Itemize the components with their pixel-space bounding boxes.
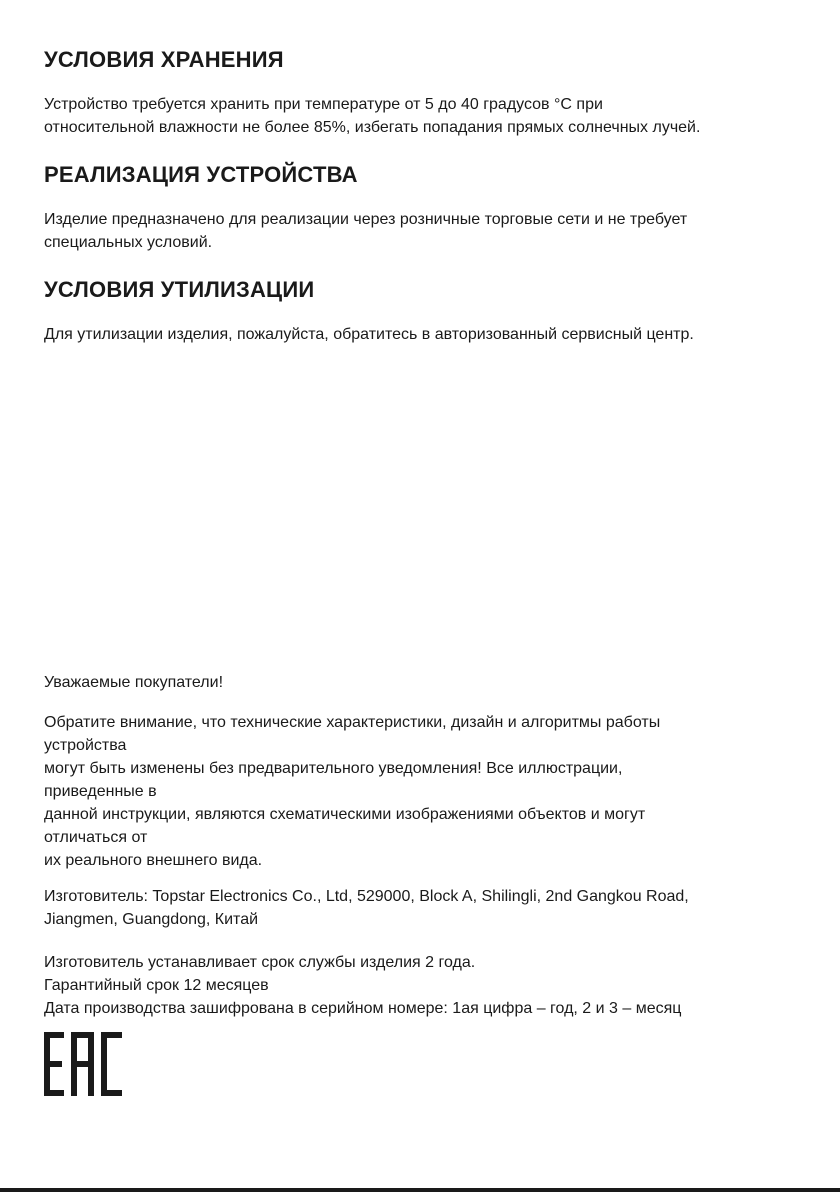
notice-line: отличаться от bbox=[44, 829, 148, 846]
bottom-rule bbox=[0, 1188, 840, 1192]
eac-mark-icon bbox=[44, 1032, 124, 1096]
disposal-heading: УСЛОВИЯ УТИЛИЗАЦИИ bbox=[44, 277, 315, 302]
disposal-paragraph: Для утилизации изделия, пожалуйста, обратитесь в авторизованный сервисный центр. bbox=[44, 326, 694, 343]
manufacturer-line-2: Jiangmen, Guangdong, Китай bbox=[44, 911, 259, 928]
storage-line-2: относительной влажности не более 85%, избегать попадания прямых солнечных лучей. bbox=[44, 119, 701, 136]
notice-line: устройства bbox=[44, 737, 127, 754]
storage-heading: УСЛОВИЯ ХРАНЕНИЯ bbox=[44, 47, 284, 72]
production-date-line: Дата производства зашифрована в серийном номере: 1ая цифра – год, 2 и 3 – месяц bbox=[44, 1000, 682, 1017]
service-info bbox=[44, 951, 804, 1020]
service-life-line: Изготовитель устанавливает срок службы изделия 2 года. bbox=[44, 954, 476, 971]
warranty-line: Гарантийный срок 12 месяцев bbox=[44, 977, 269, 994]
sale-line-1: Изделие предназначено для реализации через розничные торговые сети и не требует bbox=[44, 211, 688, 228]
notice-line: Обратите внимание, что технические характеристики, дизайн и алгоритмы работы bbox=[44, 714, 661, 731]
manufacturer-info bbox=[44, 885, 804, 931]
storage-paragraph bbox=[44, 93, 804, 139]
sale-heading: РЕАЛИЗАЦИЯ УСТРОЙСТВА bbox=[44, 162, 358, 187]
notice-line: приведенные в bbox=[44, 783, 157, 800]
notice-line: могут быть изменены без предварительного уведомления! Все иллюстрации, bbox=[44, 760, 623, 777]
manufacturer-line-1: Изготовитель: Topstar Electronics Co., Ltd, 529000, Block A, Shilingli, 2nd Gangkou Road, bbox=[44, 888, 689, 905]
greeting: Уважаемые покупатели! bbox=[44, 674, 224, 691]
sale-paragraph bbox=[44, 208, 784, 254]
notice-line: данной инструкции, являются схематическими изображениями объектов и могут bbox=[44, 806, 646, 823]
sale-line-2: специальных условий. bbox=[44, 234, 213, 251]
notice-paragraph bbox=[44, 711, 804, 872]
notice-line: их реального внешнего вида. bbox=[44, 852, 263, 869]
storage-line-1: Устройство требуется хранить при температуре от 5 до 40 градусов °С при bbox=[44, 96, 603, 113]
